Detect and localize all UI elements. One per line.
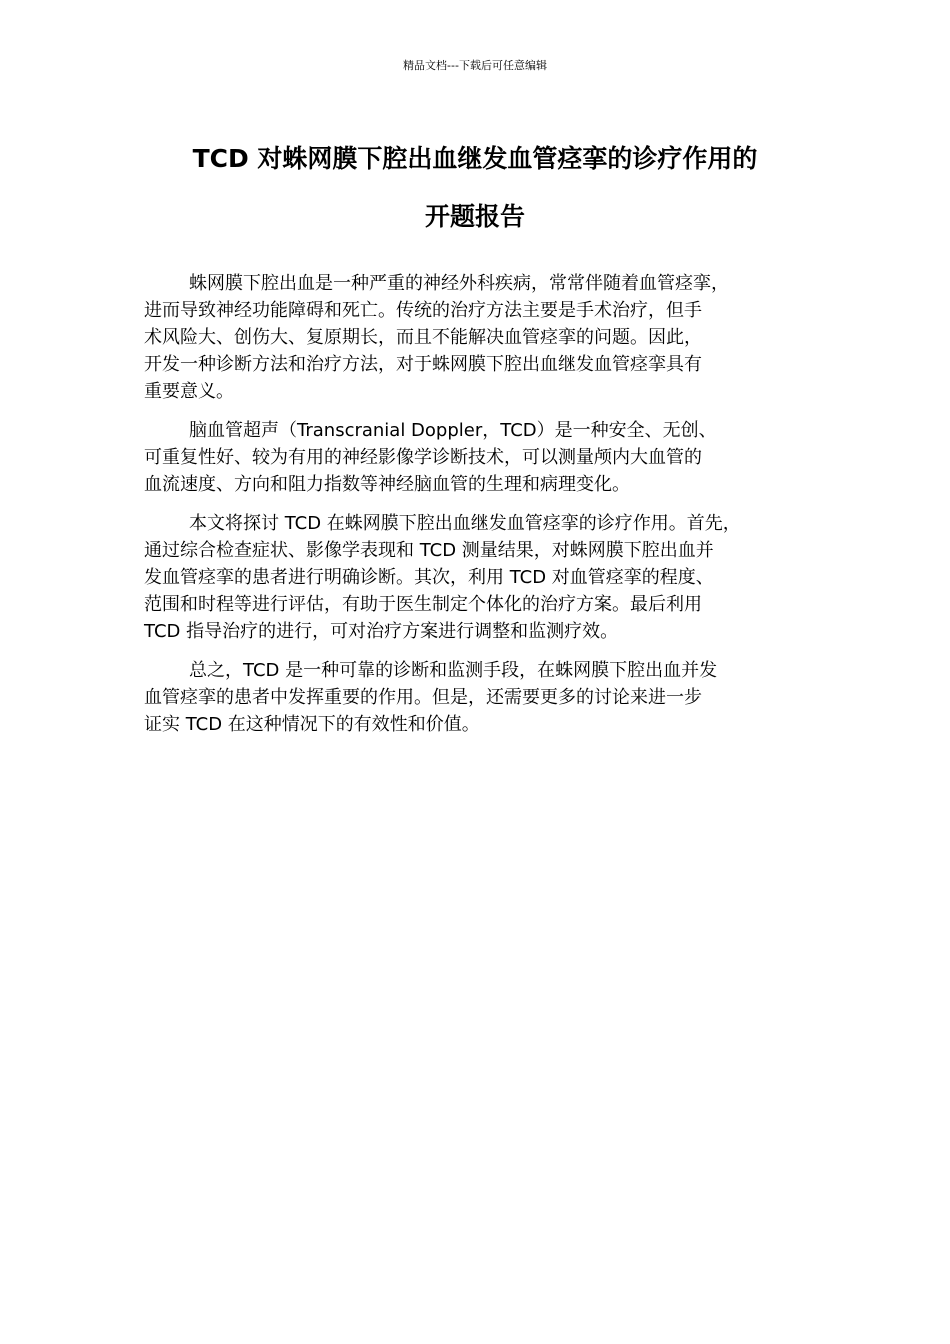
paragraph-line: 蛛网膜下腔出血是一种严重的神经外科疾病，常常伴随着血管痉挛， (189, 273, 729, 294)
paragraph-1 (144, 270, 814, 405)
paragraph-line: 本文将探讨 TCD 在蛛网膜下腔出血继发血管痉挛的诊疗作用。首先， (189, 513, 741, 534)
document-title (140, 130, 810, 246)
document-body (144, 270, 814, 750)
paragraph-line: 发血管痉挛的患者进行明确诊断。其次，利用 TCD 对血管痉挛的程度、 (144, 567, 714, 588)
paragraph-4 (144, 657, 814, 738)
paragraph-line: 证实 TCD 在这种情况下的有效性和价值。 (144, 714, 480, 735)
paragraph-line: 重要意义。 (144, 381, 234, 402)
paragraph-line: 血管痉挛的患者中发挥重要的作用。但是，还需要更多的讨论来进一步 (144, 687, 702, 708)
paragraph-line: 开发一种诊断方法和治疗方法，对于蛛网膜下腔出血继发血管痉挛具有 (144, 354, 702, 375)
paragraph-line: 可重复性好、较为有用的神经影像学诊断技术，可以测量颅内大血管的 (144, 447, 702, 468)
paragraph-line: 通过综合检查症状、影像学表现和 TCD 测量结果，对蛛网膜下腔出血并 (144, 540, 714, 561)
paragraph-3 (144, 510, 814, 645)
title-line-1: TCD 对蛛网膜下腔出血继发血管痉挛的诊疗作用的 (192, 144, 758, 173)
paragraph-line: 脑血管超声（Transcranial Doppler，TCD）是一种安全、无创、 (189, 420, 717, 441)
paragraph-line: 血流速度、方向和阻力指数等神经脑血管的生理和病理变化。 (144, 474, 630, 495)
page-header: 精品文档---下载后可任意编辑 (403, 59, 547, 72)
paragraph-line: 范围和时程等进行评估，有助于医生制定个体化的治疗方案。最后利用 (144, 594, 702, 615)
paragraph-2 (144, 417, 814, 498)
paragraph-line: 术风险大、创伤大、复原期长，而且不能解决血管痉挛的问题。因此， (144, 327, 702, 348)
paragraph-line: 总之，TCD 是一种可靠的诊断和监测手段，在蛛网膜下腔出血并发 (189, 660, 718, 681)
paragraph-line: 进而导致神经功能障碍和死亡。传统的治疗方法主要是手术治疗，但手 (144, 300, 702, 321)
paragraph-line: TCD 指导治疗的进行，可对治疗方案进行调整和监测疗效。 (144, 621, 619, 642)
title-line-2: 开题报告 (424, 202, 525, 231)
